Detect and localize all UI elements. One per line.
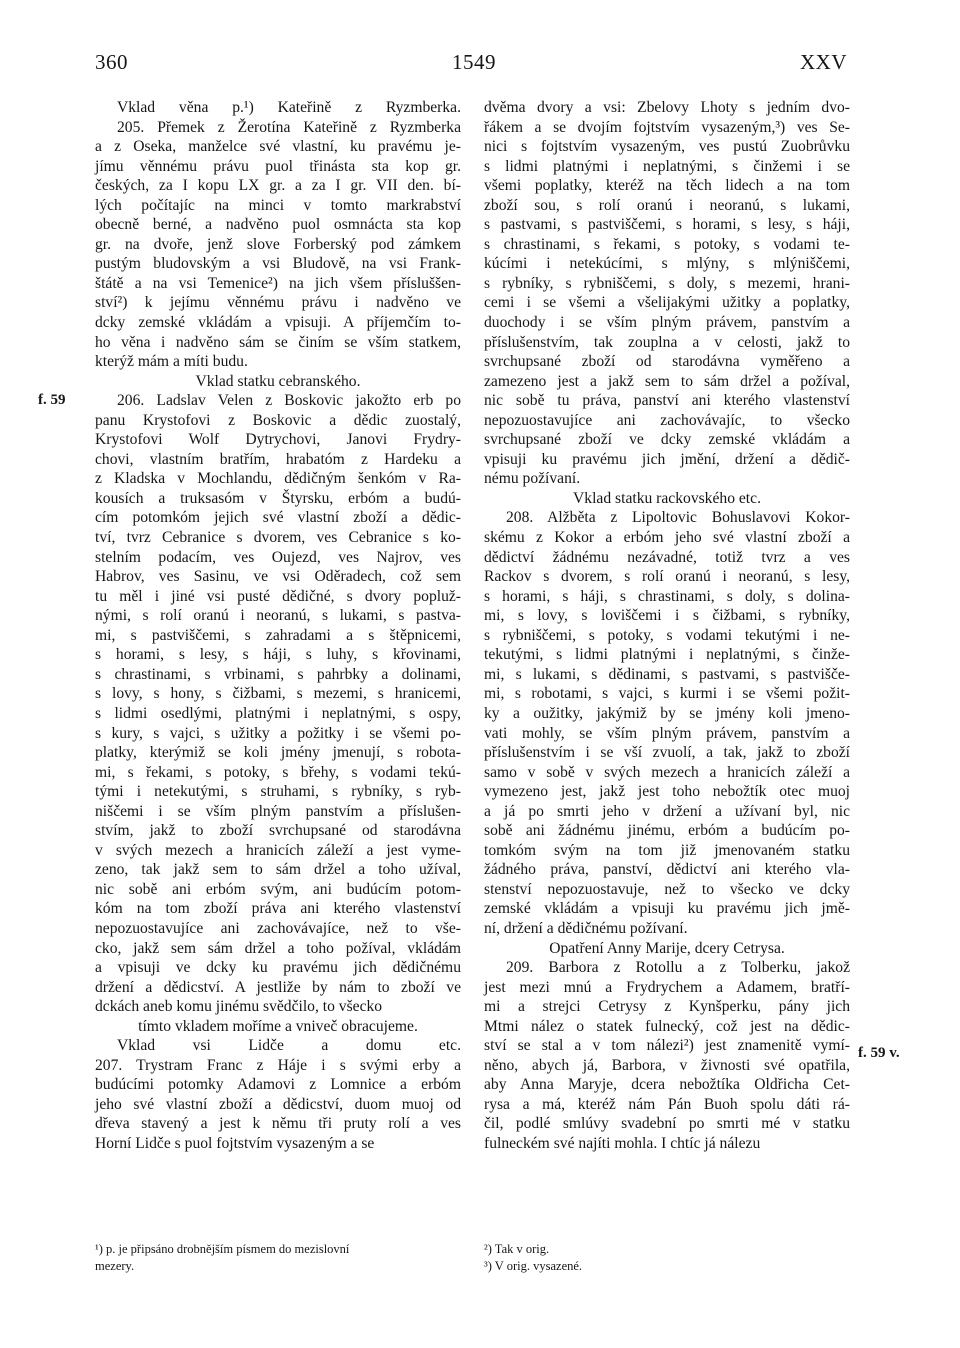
- text-line: tými i netekutými, s struhami, s rybníky, s ryb-: [95, 783, 461, 801]
- text-line: českých, za I kopu LX gr. a za I gr. VII den. bí-: [95, 177, 461, 195]
- text-line: ství²) k jejímu věnnému právu i nadvěno ve: [95, 294, 461, 312]
- text-line: mi a strejci Cetrysy z Kynšperku, pány jich: [484, 998, 850, 1016]
- text-line: příslušenstvím, tak zouplna a v celosti, jakž to: [484, 333, 850, 351]
- text-line: něno, abych já, Barbora, v živnosti své opatřila,: [484, 1056, 850, 1074]
- text-line: mi, s lukami, s dědinami, s pastvami, s pastvišče-: [484, 665, 850, 683]
- text-line: nic sobě tu práva, panství ani kterého vlastenství: [484, 392, 850, 410]
- text-line: 205. Přemek z Žerotína Kateřině z Ryzmberka: [117, 118, 461, 136]
- footnote-line: ²) Tak v orig.: [484, 1242, 550, 1256]
- text-line: žádného práva, panství, dědictví ani kterého vla-: [484, 861, 850, 879]
- text-line: mi, s lovy, s loviščemi i s čižbami, s rybníky,: [484, 607, 850, 625]
- text-line: rysa a má, kteréž nám Pán Buoh spolu dáti rá-: [484, 1095, 850, 1113]
- text-line: příslušenstvím i se vší zvuolí, a tak, jakž to zboží: [484, 744, 850, 762]
- text-line: nými, s rolí oranú i neoranú, s lukami, s pastva-: [95, 607, 461, 625]
- text-line: Mtmi nález o statek fulnecký, což jest na dědic-: [484, 1017, 850, 1035]
- text-line: kterýž mám a míti budu.: [95, 353, 248, 371]
- text-line: a já po smrti jeho v držení a užívaní byl, nic: [484, 802, 850, 820]
- text-line: obecně berné, a nadvěno puol osmnácta sta kop: [95, 216, 461, 234]
- text-line: Krystofovi Wolf Dytrychovi, Janovi Frydry-: [95, 431, 461, 449]
- text-line: kúcími i netekúcími, s mlýny, s mlýniščemi,: [484, 255, 850, 273]
- text-line: budúcími potomky Adamovi z Lomnice a erbóm: [95, 1076, 461, 1094]
- text-line: mi, s robotami, s vajci, s kurmi i se všemi požit-: [484, 685, 850, 703]
- footnote-line: mezery.: [95, 1259, 135, 1273]
- left-text-column: [95, 98, 461, 1154]
- footnotes-left: [95, 1241, 461, 1275]
- text-line: Vklad věna p.¹) Kateřině z Ryzmberka.: [117, 99, 461, 116]
- text-line: niščemi i se vším plným panstvím a příslušen-: [95, 802, 461, 820]
- text-line: s pastvami, s pastviščemi, s horami, s lesy, s háji,: [484, 216, 850, 234]
- text-line: nici s fojtstvím vysazeným, ves pustú Zuobrůvku: [484, 138, 850, 156]
- text-line: Vklad statku rackovského etc.: [573, 489, 761, 507]
- text-line: fulneckém své najíti mohla. I chtíc já nálezu: [484, 1134, 761, 1152]
- text-line: ní, držení a dědičnému požívaní.: [484, 919, 688, 937]
- text-line: s rybniščemi, s potoky, s vodami tekutými i ne-: [484, 626, 850, 644]
- text-line: dědictví žádnému nezávadné, totiž tvrz a ves: [484, 548, 850, 566]
- text-line: cko, jakž sem sám držel a toho požíval, vkládám: [95, 939, 461, 957]
- text-line: stenství nepozuostavuje, než to všecko ve dcky: [484, 880, 850, 898]
- text-line: stelním podacím, ves Oujezd, ves Najrov, ves: [95, 548, 461, 566]
- text-line: gr. na dvoře, jenž slove Forberský pod zámkem: [95, 235, 461, 253]
- text-line: vpisuji ku pravému jich jmění, držení a dědič-: [484, 450, 850, 468]
- text-line: řákem a se dvojím fojtstvím vysazeným,³) ves Se-: [484, 118, 850, 136]
- text-line: jest mezi mnú a Frydrychem a Adamem, bratří-: [484, 978, 850, 996]
- text-line: 208. Alžběta z Lipoltovic Bohuslavovi Kokor-: [506, 509, 850, 527]
- text-line: Vklad statku cebranského.: [195, 372, 361, 390]
- text-line: mi, s pastviščemi, s zahradami a s štěpnicemi,: [95, 626, 461, 644]
- text-line: všemi poplatky, kteréž na těch lidech a na tom: [484, 177, 850, 195]
- text-line: dcky zemské vkládám a vpisuji. A příjemčím to-: [95, 314, 461, 332]
- text-line: skému z Kokor a erbóm jeho své vlastní zboží a: [484, 529, 850, 547]
- text-line: lých počítajíc na minci v tomto markrabství: [95, 196, 461, 214]
- text-line: svrchupsané zboží ve dcky zemské vkládám a: [484, 431, 850, 449]
- text-line: Horní Lidče s puol fojtstvím vysazeným a se: [95, 1134, 375, 1152]
- text-line: Habrov, ves Sasinu, ve vsi Oděradech, což sem: [95, 568, 461, 586]
- footnotes-right: [484, 1241, 850, 1275]
- text-line: mi, s řekami, s potoky, s břehy, s vodami tekú-: [95, 763, 461, 781]
- right-text-column: [484, 98, 850, 1154]
- page-number-left: 360: [95, 50, 128, 74]
- text-line: v svých mezech a hranicích záleží a jest vyme-: [95, 841, 461, 859]
- text-line: s lovy, s hony, s čižbami, s mezemi, s hranicemi,: [95, 685, 461, 703]
- text-line: chovi, vlastním bratřím, hrabatóm z Hardeku a: [95, 450, 461, 468]
- text-line: držení a dědicství. A jestliže by nám to zboží ve: [95, 978, 461, 996]
- text-line: nic sobě ani erbóm svým, ani budúcím potom-: [95, 880, 461, 898]
- margin-folio-note-verso: f. 59 v.: [858, 1045, 900, 1061]
- text-line: nému požívaní.: [484, 470, 581, 488]
- text-line: jeho své vlastní zboží a dědicství, duom muoj od: [95, 1095, 461, 1113]
- text-line: zamezeno jest a jakž sem to sám držel a požíval,: [484, 372, 850, 390]
- text-line: panu Krystofovi z Boskovic a dědic zuostalý,: [95, 411, 461, 429]
- text-line: dckách aneb komu jinému svědčilo, to všecko: [95, 998, 383, 1016]
- text-line: s lidmi osedlými, platnými i neplatnými, s ospy,: [95, 704, 461, 722]
- text-line: s kury, s vajci, s užitky a požitky i se všemi po-: [95, 724, 461, 742]
- section-roman-numeral: XXV: [800, 50, 847, 74]
- text-line: zeno, tak jakž sem to sám držel a toho užíval,: [95, 861, 461, 879]
- text-line: platky, kterýmiž se koli jmény jmenují, s robota-: [95, 744, 461, 762]
- text-line: samo v sobě v svých mezech a hranicích záleží a: [484, 763, 850, 781]
- text-line: tekutými, s lidmi platnými i neplatnými, s činže-: [484, 646, 850, 664]
- text-line: stvím, jakž to zboží svrchupsané od starodávna: [95, 822, 461, 840]
- text-line: cemi i se všemi a všelijakými užitky a poplatky,: [484, 294, 850, 312]
- text-line: kousích a truksasóm v Štyrsku, erbóm a budú-: [95, 489, 461, 507]
- footnote-line: ¹) p. je připsáno drobnějším písmem do mezislovní: [95, 1242, 350, 1256]
- text-line: s horami, s háji, s chrastinami, s doly, s dolina-: [484, 587, 850, 605]
- text-line: čil, podlé smlúvy svadební po smrti mé v statku: [484, 1115, 850, 1133]
- text-line: z Kladska v Mochlandu, dědičným šenkóm v Ra-: [95, 470, 461, 488]
- text-line: tu měl i jiné vsi pusté dědičné, s dvory popluž-: [95, 587, 461, 605]
- text-line: s rybníky, s rybniščemi, s doly, s mezemi, hrani-: [484, 274, 850, 292]
- text-line: vati mohly, se vším plným právem, panstvím a: [484, 724, 850, 742]
- text-line: pustým bludovským a vsi Bludově, na vsi Frank-: [95, 255, 461, 273]
- text-line: nepozuostavujíce ani zachovávajíc, to všecko: [484, 411, 850, 429]
- margin-folio-note: f. 59: [38, 392, 66, 408]
- year-heading: 1549: [452, 50, 496, 74]
- text-line: s horami, s lesy, s háji, s luhy, s křovinami,: [95, 646, 461, 664]
- text-line: jímu věnnému právu puol třinásta sta kop gr.: [95, 157, 461, 175]
- text-line: nepozuostavujíce ani zachovávajíce, než to vše-: [95, 919, 461, 937]
- text-line: ho věna i nadvěno sám se činím se vším statkem,: [95, 333, 461, 351]
- text-line: 207. Trystram Franc z Háje i s svými erby a: [95, 1056, 461, 1074]
- text-line: Opatření Anny Marije, dcery Cetrysa.: [549, 939, 785, 957]
- text-line: Vklad vsi Lidče a domu etc.: [117, 1037, 461, 1055]
- footnote-line: ³) V orig. vysazené.: [484, 1259, 583, 1273]
- text-line: štátě a na vsi Temenice²) na jich všem přísluššen-: [95, 274, 461, 292]
- text-line: dvěma dvory a vsi: Zbelovy Lhoty s jedním dvo-: [484, 99, 850, 116]
- text-line: svrchupsané zboží od starodávna vyměřeno a: [484, 353, 850, 371]
- text-line: 209. Barbora z Rotollu a z Tolberku, jakož: [506, 959, 850, 977]
- text-line: vymezeno jest, jakž jest toho nebožtík otec muoj: [484, 783, 850, 801]
- text-line: tví, tvrz Cebranice s dvorem, ves Cebranice s ko-: [95, 529, 461, 547]
- text-line: zemské vkládám a vpisuji ku pravému jich jmě-: [484, 900, 850, 918]
- text-line: ky a oužitky, jakýmiž by se jmény koli jmeno-: [484, 704, 850, 722]
- text-line: 206. Ladslav Velen z Boskovic jakožto erb po: [117, 392, 461, 410]
- text-line: a z Oseka, manželce své vlastní, ku pravému je-: [95, 138, 461, 156]
- text-line: duochody i se vším plným právem, panstvím a: [484, 314, 850, 332]
- text-line: kóm na tom zboží práva ani kterého vlastenství: [95, 900, 461, 918]
- text-line: aby Anna Maryje, dcera nebožtíka Oldřicha Cet-: [484, 1076, 850, 1094]
- text-line: s lidmi platnými i neplatnými, s činžemi i se: [484, 157, 850, 175]
- text-line: Rackov s dvorem, s rolí oranú i neoranú, s lesy,: [484, 568, 850, 586]
- text-line: tímto vkladem moříme a vniveč obracujeme.: [138, 1017, 418, 1035]
- text-line: sobě ani žádnému jinému, erbóm a budúcím po-: [484, 822, 850, 840]
- text-line: cím potomkóm jejich své vlastní zboží a dědic-: [95, 509, 461, 527]
- text-line: s chrastinami, s vrbinami, s pahrbky a dolinami,: [95, 665, 461, 683]
- text-line: s chrastinami, s řekami, s potoky, s vodami te-: [484, 235, 850, 253]
- text-line: dřeva stavený a jest k němu tři pruty rolí a ves: [95, 1115, 461, 1133]
- text-line: tomkóm svým na tom již jmenovaném statku: [484, 841, 850, 859]
- text-line: a vpisuji ve dcky ku pravému jich dědičnému: [95, 959, 461, 977]
- text-line: zboží sou, s rolí oranú i neoranú, s lukami,: [484, 196, 850, 214]
- text-line: ství se stal a v tom nálezi²) jest znamenitě vymí-: [484, 1037, 850, 1055]
